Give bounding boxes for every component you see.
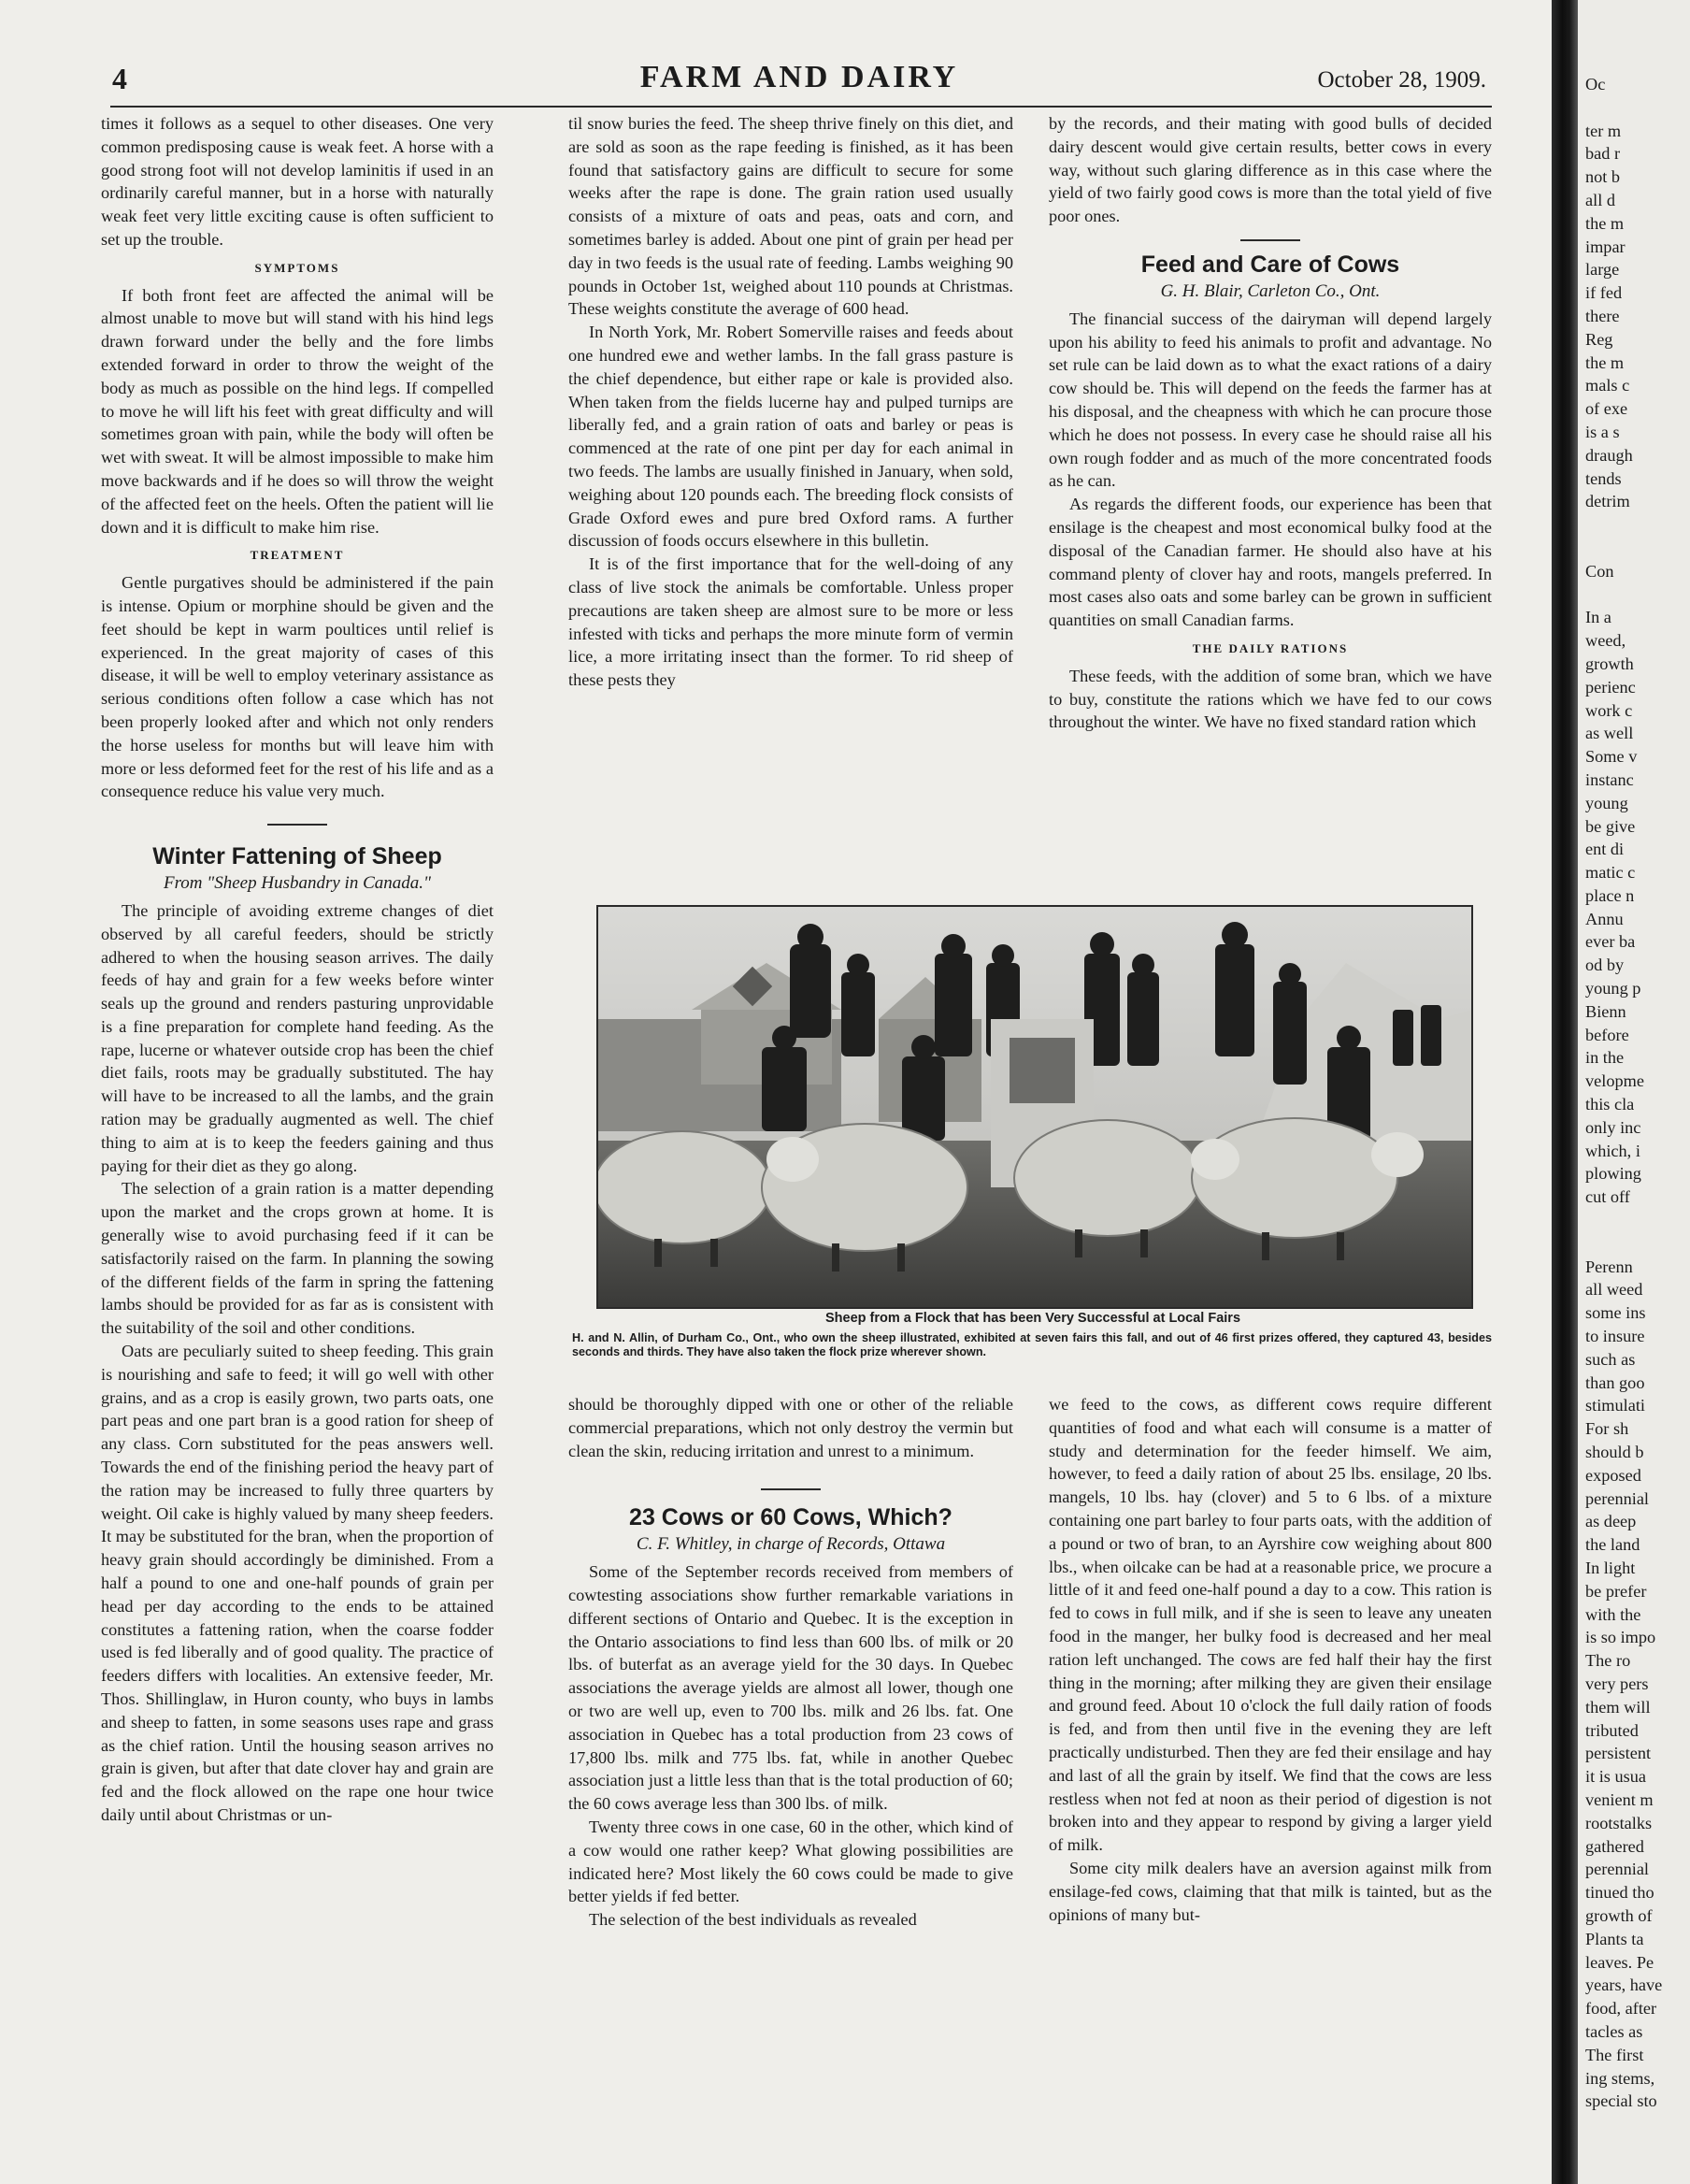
feed-paragraph-2: As regards the different foods, our experience has been that ensilage is the cheapest and most economical bulky food at the disposal of the Canadian farmer. He should also have at his command plenty of clover hay and roots, mangels preferred. In most cases also oats and some barley can be grown in sufficient quantities on small Canadian farms. (1049, 495, 1492, 630)
adjacent-page-line: is a s (1585, 422, 1620, 441)
adjacent-page-line: it is usua (1585, 1767, 1647, 1787)
adjacent-page-line: if fed (1585, 283, 1623, 303)
adjacent-page-line: draugh (1585, 445, 1633, 465)
sheep-paragraph-comfort: It is of the first importance that for the well-doing of any class of live stock the animals be comfortable. Unless proper precautions are taken sheep are almost sure to be more or less infested with ticks and perhaps the more minute form of vermin lice, a more irritating insect than the former. To rid sheep of these pests they (568, 554, 1013, 690)
adjacent-page-line: years, have (1585, 1976, 1663, 1995)
photo-caption-title: Sheep from a Flock that has been Very Successful at Local Fairs (824, 1311, 1241, 1326)
issue-date: October 28, 1909. (1317, 67, 1486, 93)
adjacent-page-line (1585, 1209, 1690, 1232)
adjacent-page-line (1585, 513, 1690, 537)
adjacent-page-line: large (1585, 260, 1620, 280)
header-rule (110, 106, 1492, 108)
adjacent-page-line: weed, (1585, 631, 1626, 651)
cows-paragraph-1: Some of the September records received from members of cowtesting associations show further remarkable variations in different sections of Ontario and Quebec. It is the exception in the Ontario associations to find less than 600 lbs. of milk or 20 lbs. of buterfat as an average yield for the 30 days. In Quebec associations the average yields are almost all lower, though one or two are well up, even to 700 lbs. milk and 26 lbs. fat. One association in Quebec has a total production from 23 cows of 17,800 lbs. milk and 775 lbs. fat, while in another Quebec association just a little less than that is the total production of 60; the 60 cows average less than 300 lbs. of milk. (568, 1562, 1013, 1814)
adjacent-page-line: stimulati (1585, 1396, 1645, 1415)
adjacent-page-line: Reg (1585, 329, 1613, 349)
page-gutter (1552, 0, 1578, 2184)
column-3-bottom (1049, 1393, 1492, 1926)
adjacent-page-line: plowing (1585, 1164, 1641, 1184)
adjacent-page-line: Annu (1585, 909, 1624, 928)
adjacent-page-line: perennial (1585, 1860, 1650, 1879)
adjacent-page-line: young p (1585, 979, 1641, 999)
adjacent-page-line: ter m (1585, 121, 1622, 140)
adjacent-page-line: than goo (1585, 1372, 1645, 1392)
adjacent-page-line: all d (1585, 190, 1615, 209)
adjacent-page-line: In a (1585, 608, 1611, 627)
adjacent-page-line: the land (1585, 1535, 1640, 1555)
adjacent-page-line: matic c (1585, 863, 1636, 883)
adjacent-page-line (1585, 96, 1690, 120)
adjacent-page-line: od by (1585, 956, 1625, 975)
adjacent-page-line: young (1585, 793, 1628, 812)
adjacent-page-line: perennial (1585, 1488, 1650, 1508)
adjacent-page-line: ing stems, (1585, 2068, 1655, 2088)
section-separator (1240, 239, 1300, 241)
adjacent-page-line: venient m (1585, 1789, 1654, 1809)
milk-dealers-paragraph: Some city milk dealers have an aversion against milk from ensilage-fed cows, claiming that that milk is tainted, but as the opinions of many but- (1049, 1858, 1492, 1924)
adjacent-page-line: all weed (1585, 1280, 1643, 1300)
adjacent-page-line: Some v (1585, 747, 1638, 767)
adjacent-page-line: food, after (1585, 1999, 1657, 2019)
adjacent-page-line: impar (1585, 237, 1626, 256)
adjacent-page-line: only inc (1585, 1117, 1641, 1137)
winter-paragraph-2: The selection of a grain ration is a matter depending upon the market and the crops grown at home. It is generally wise to avoid purchasing feed if it can be satisfactorily raised on the farm. In planning the sowing of the different fields of the farm in spring the fattening lambs should be provided for as far as is consistent with the suitability of the soil and other conditions. (101, 1179, 494, 1338)
treatment-heading: TREATMENT (250, 548, 345, 563)
adjacent-page-line: In light (1585, 1559, 1636, 1577)
adjacent-page-line: ever ba (1585, 932, 1636, 952)
laminitis-intro: times it follows as a sequel to other diseases. One very common predisposing cause is weak feet. A horse with a good strong foot will not develop laminitis if used in an ordinarily careful manner, but in a horse with naturally weak feet very little exciting cause is often sufficient to set up the trouble. (101, 114, 494, 249)
section-separator (267, 824, 327, 826)
adjacent-page-line: which, i (1585, 1141, 1640, 1160)
adjacent-page-line: this cla (1585, 1095, 1635, 1114)
adjacent-page-line: not b (1585, 167, 1621, 187)
cows-article-byline: C. F. Whitley, in charge of Records, Ottawa (636, 1534, 946, 1555)
adjacent-page-line: work c (1585, 700, 1633, 720)
adjacent-page-line: growth (1585, 654, 1634, 673)
adjacent-page-line: The first (1585, 2045, 1644, 2064)
adjacent-page-line: place n (1585, 885, 1635, 905)
adjacent-page-line: there (1585, 306, 1620, 325)
winter-article-byline: From "Sheep Husbandry in Canada." (164, 873, 431, 894)
feed-article-byline: G. H. Blair, Carleton Co., Ont. (1160, 280, 1381, 301)
winter-paragraph-3: Oats are peculiarly suited to sheep feeding. This grain is nourishing and safe to feed; it will go well with other grains, and as a crop is easily grown, two parts oats, one part peas and one part bran is a good ration for sheep of any class. Corn substituted for the peas answers well. Towards the end of the finishing period the heavy part of the ration may be increased to fully three quarters by weight. Oil cake is highly valued by many sheep feeders. It may be substituted for the bran, when the proportion of heavy grain should accordingly be diminished. From a half a pound to one and one-half pounds of grain per head per day according to the ends to be attained constitutes a fattening ration, when the coarse fodder used is fed liberally and of good quality. The practice of feeders differs with localities. An extensive feeder, Mr. Thos. Shillinglaw, in Huron county, who buys in lambs and sheep to fatten, in some seasons uses rape and grass as the chief ration. Until the housing season arrives no grain is given, but after that date clover hay and grain are fed and the flock allowed on the rape one hour twice daily until about Christmas or un- (101, 1342, 494, 1824)
adjacent-page-line: detrim (1585, 492, 1630, 511)
feed-article-title: Feed and Care of Cows (1140, 251, 1400, 278)
adjacent-page-line: to insure (1585, 1327, 1645, 1346)
ration-detail-paragraph: we feed to the cows, as different cows require different quantities of food and what each will consume is a matter of study and determination for the feeder himself. We aim, however, to feed a daily ration of about 25 lbs. ensilage, 20 lbs. mangels, 10 lbs. hay (clover) and 5 to 6 lbs. of a mixture containing one part barley to four parts oats, with the addition of a pound or two of bran, to an Ayrshire cow weighing about 800 lbs., when oilcake can be had at a reasonable price, we procure a little of it and feed one-half pound a day to a cow. This ration is fed to cows in full milk, and if she is seen to leave any uneaten food in the manger, her bulky food is decreased and her meal ration left unchanged. The cows are fed half their hay the first thing in the morning; after milking they are given their ensilage and ground feed. About 10 o'clock the full daily ration of foods is fed, and from then until five in the evening they are left practically undisturbed. Then they are fed their ensilage and hay and last of all the grain by itself. We find that the cows are less restless when not fed at noon as their period of digestion is not broken into and they appear to respond by giving a larger yield of milk. (1049, 1395, 1492, 1855)
sheep-flock-photo (596, 905, 1473, 1309)
winter-article-title: Winter Fattening of Sheep (152, 843, 442, 870)
adjacent-page-line: For sh (1585, 1419, 1629, 1439)
adjacent-page-line (1585, 1232, 1690, 1256)
adjacent-page-line: the m (1585, 352, 1625, 372)
records-paragraph-cont: by the records, and their mating with good bulls of decided dairy descent would give certain results, better cows in every way, without such glaring difference as in this case where the yield of two fairly good cows is more than the total yield of five poor ones. (1049, 114, 1492, 226)
section-separator (761, 1488, 821, 1490)
adjacent-page-line: be prefer (1585, 1581, 1647, 1601)
page-number: 4 (112, 62, 127, 95)
adjacent-page-line: special sto (1585, 2091, 1657, 2111)
cows-article-title: 23 Cows or 60 Cows, Which? (629, 1504, 952, 1531)
adjacent-page-line: perienc (1585, 677, 1636, 697)
adjacent-page-edge (1578, 0, 1690, 2184)
winter-paragraph-1: The principle of avoiding extreme changes of diet observed by all careful feeders, should be strictly adhered to when the housing season arrives. The daily feeds of hay and grain for a few weeks before winter seals up the ground and renders pasturing unprovidable is a fine preparation for complete hand feeding. As the rape, lucerne or whatever outside crop has been the chief diet fails, roots may be gradually substituted. The hay will have to be increased to all the lambs, and the grain ration may be gradually augmented as well. The chief thing to aim at is to keep the feeders gaining and thus paying for their diet as they go along. (101, 900, 494, 1175)
adjacent-page-line: such as (1585, 1349, 1636, 1369)
adjacent-page-line: ent di (1585, 840, 1625, 859)
page-header (112, 56, 1486, 103)
adjacent-page-line: The ro (1585, 1651, 1631, 1671)
adjacent-page-line: leaves. Pe (1585, 1952, 1654, 1972)
adjacent-page-line: cut off (1585, 1187, 1630, 1207)
adjacent-page-line: tributed (1585, 1720, 1639, 1740)
adjacent-page-line: instanc (1585, 769, 1634, 789)
feed-paragraph-1: The financial success of the dairyman will depend largely upon his ability to feed his animals to profit and advantage. No set rule can be laid down as to what the exact rations of a dairy cow should be. This will depend on the feeds the farmer has at his disposal, and the cheapness with which he can procure those which he does not possess. In every case he should raise all his own rough fodder and as much of the more concentrated foods as he can. (1049, 309, 1492, 491)
adjacent-page-line: persistent (1585, 1744, 1652, 1763)
adjacent-page-line: Bienn (1585, 1001, 1626, 1021)
column-3-top (1049, 112, 1492, 734)
adjacent-page-line: Plants ta (1585, 1929, 1644, 1948)
column-1 (101, 112, 494, 1827)
adjacent-page-line: should b (1585, 1443, 1644, 1462)
cows-paragraph-3: The selection of the best individuals as revealed (589, 1910, 917, 1930)
adjacent-page-line (1585, 583, 1690, 607)
adjacent-page-line: velopme (1585, 1071, 1644, 1091)
adjacent-page-line: the m (1585, 213, 1625, 233)
adjacent-page-line: tacles as (1585, 2021, 1643, 2041)
adjacent-page-line: as deep (1585, 1512, 1637, 1531)
adjacent-page-line: of exe (1585, 399, 1628, 419)
adjacent-page-line: some ins (1585, 1303, 1646, 1323)
adjacent-page-line: with the (1585, 1604, 1641, 1624)
symptoms-heading: SYMPTOMS (254, 260, 340, 275)
adjacent-page-line: mals c (1585, 376, 1630, 395)
adjacent-page-line: exposed (1585, 1465, 1641, 1485)
column-2-bottom (568, 1393, 1013, 1932)
adjacent-page-line: Con (1585, 561, 1614, 581)
adjacent-page-line: bad r (1585, 144, 1621, 164)
photo-caption-text: H. and N. Allin, of Durham Co., Ont., who own the sheep illustrated, exhibited at seven fairs this fall, and out of 46 first prizes offered, they captured 43, besides seconds and thirds. They have also taken the flock prize wherever shown. (572, 1331, 1492, 1358)
symptoms-paragraph: If both front feet are affected the animal will be almost unable to move but will stand with his hind legs drawn forward under the belly and the fore limbs extended forward in order to throw the weight of the body as much as possible on the hind legs. If compelled to move he will lift his feet with great difficulty and will sometimes groan with pain, while the body will often be wet with sweat. It will be almost impossible to make him move backwards and if he does so will throw the weight of the affected feet on the heels. Often the patient will lie down and it is difficult to make him rise. (101, 285, 494, 537)
sheep-paragraph-north-york: In North York, Mr. Robert Somerville raises and feeds about one hundred ewe and wether lambs. In the fall grass pasture is the chief dependence, but either rape or kale is provided also. When taken from the fields lucerne hay and pulped turnips are liberally fed, and a grain ration of oats and barley or peas is commenced at the rate of one pint per day for each animal in two feeds. The lambs are usually finished in January, when sold, weighing about 120 pounds each. The breeding flock consists of Grade Oxford ewes and pure bred Oxford rams. A further discussion of foods occurs elsewhere in this bulletin. (568, 323, 1013, 551)
adjacent-page-line: is so impo (1585, 1628, 1656, 1647)
adjacent-page-line (1585, 537, 1690, 560)
adjacent-page-line: Perenn (1585, 1257, 1633, 1276)
adjacent-page-line: very pers (1585, 1674, 1649, 1693)
cows-paragraph-2: Twenty three cows in one case, 60 in the other, which kind of a cow would one rather keep? What glowing possibilities are indicated here? Most likely the 60 cows could be made to give better yields if fed better. (568, 1817, 1013, 1906)
adjacent-page-line: before (1585, 1025, 1629, 1044)
dipping-paragraph: should be thoroughly dipped with one or other of the reliable commercial preparations, which not only destroy the vermin but clean the skin, reducing irritation and unrest to a minimum. (568, 1395, 1013, 1460)
adjacent-page-text (1585, 73, 1690, 2113)
adjacent-page-line: tinued tho (1585, 1883, 1654, 1903)
adjacent-page-line: be give (1585, 816, 1636, 836)
masthead: FARM AND DAIRY (639, 60, 959, 94)
sheep-photo-image (598, 907, 1471, 1307)
daily-rations-heading: THE DAILY RATIONS (1192, 640, 1349, 655)
column-2-top (568, 112, 1013, 692)
adjacent-page-line: growth of (1585, 1905, 1653, 1925)
adjacent-page-line: as well (1585, 724, 1634, 743)
adjacent-page-line: in the (1585, 1048, 1625, 1068)
adjacent-page-line: them will (1585, 1697, 1651, 1717)
adjacent-page-line: Oc (1585, 75, 1606, 93)
adjacent-page-line: gathered (1585, 1836, 1644, 1856)
treatment-paragraph: Gentle purgatives should be administered if the pain is intense. Opium or morphine should be given and the feet should be kept in warm poultices until relief is experienced. In the great majority of cases of this disease, it will be well to employ veterinary assistance as serious conditions often follow a case which has not been properly looked after and which not only renders the horse useless for months but will leave him with more or less deformed feet for the rest of his life and as a consequence reduce his value very much. (101, 573, 494, 801)
adjacent-page-line: tends (1585, 468, 1622, 488)
rations-paragraph: These feeds, with the addition of some bran, which we have to buy, constitute the rations which we have fed to our cows throughout the winter. We have no fixed standard ration which (1049, 666, 1492, 732)
sheep-paragraph-cont: til snow buries the feed. The sheep thrive finely on this diet, and are sold as soon as the rape feeding is finished, as it has been found that satisfactory gains are difficult to secure for some weeks after the rape is done. The grain ration used usually consists of a mixture of oats and peas, oats and corn, and sometimes barley is added. About one pint of grain per head per day in two feeds is the usual rate of feeding. Lambs weighing 90 pounds in October 1st, weighed about 110 pounds at Christmas. These weights constitute the average of 600 head. (568, 114, 1013, 319)
adjacent-page-line: rootstalks (1585, 1813, 1653, 1832)
